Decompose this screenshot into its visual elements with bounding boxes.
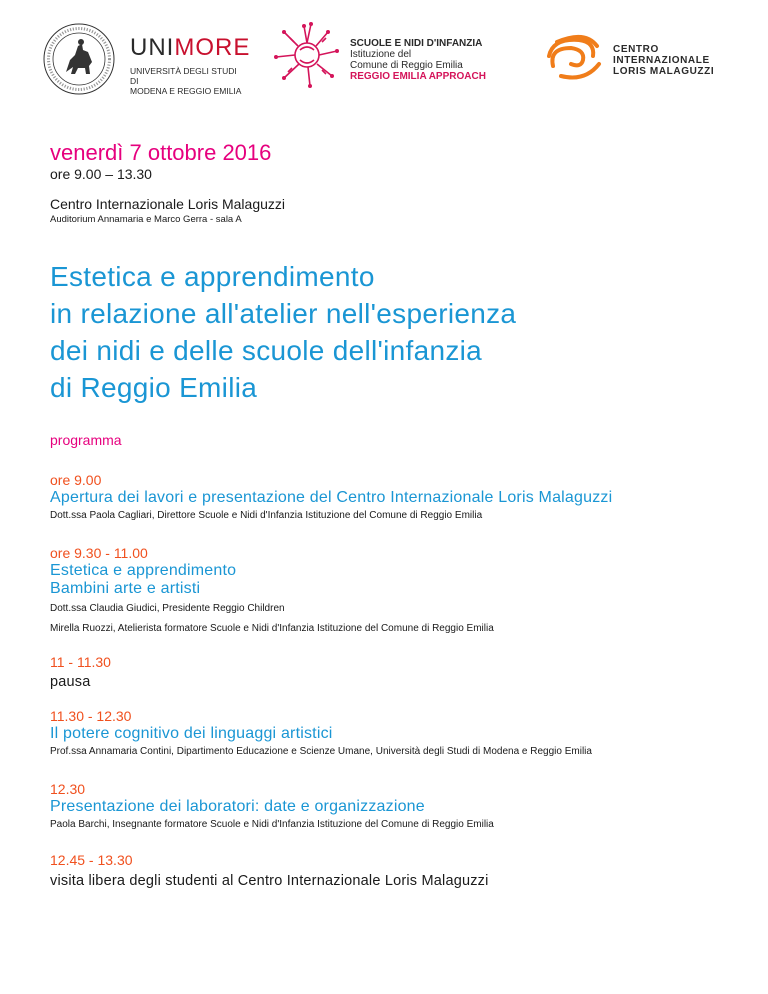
program-item-heading: Estetica e apprendimento: [50, 562, 237, 579]
unimore-wordmark: UNIMORE: [130, 34, 251, 61]
program-item-time: ore 9.00: [50, 472, 102, 488]
event-title: [50, 258, 516, 406]
title-line: in relazione all'atelier nell'esperienza: [50, 298, 517, 329]
program-item: [50, 708, 750, 761]
scuole-nidi-logo: [270, 18, 510, 98]
program-item-time: 11.30 - 12.30: [50, 708, 132, 724]
program-item-heading: pausa: [50, 674, 91, 690]
program-item-heading: visita libera degli studenti al Centro Internazionale Loris Malaguzzi: [50, 873, 489, 889]
unimore-subtitle: UNIVERSITÀ DEGLI STUDI DI MODENA E REGGIO EMILIA: [130, 66, 242, 96]
program-item: [50, 545, 750, 638]
centro-malaguzzi-text: CENTRO INTERNAZIONALE LORIS MALAGUZZI: [613, 44, 715, 77]
sunflower-logo-icon: [270, 18, 344, 92]
orange-swirl-icon: [545, 32, 603, 82]
programma-label: programma: [50, 432, 122, 448]
header-logos: [0, 0, 768, 110]
scuole-nidi-text: SCUOLE E NIDI D'INFANZIA Istituzione del Comune di Reggio Emilia REGGIO EMILIA APPROACH: [350, 38, 486, 82]
program-item-heading: Presentazione dei laboratori: date e organizzazione: [50, 798, 425, 815]
university-seal-icon: [42, 22, 116, 96]
event-date: venerdì 7 ottobre 2016: [50, 140, 272, 165]
event-place-room: Auditorium Annamaria e Marco Gerra - sala A: [50, 214, 242, 225]
program-item-speaker: Dott.ssa Claudia Giudici, Presidente Reggio Children: [50, 603, 285, 614]
program-item: [50, 852, 750, 890]
title-line: dei nidi e delle scuole dell'infanzia: [50, 335, 483, 366]
event-place: Centro Internazionale Loris Malaguzzi: [50, 196, 286, 212]
program-item-heading: Bambini arte e artisti: [50, 580, 201, 597]
event-time: ore 9.00 – 13.30: [50, 166, 152, 182]
program-item-heading: Il potere cognitivo dei linguaggi artistici: [50, 725, 333, 742]
program-item: [50, 781, 750, 834]
title-line: di Reggio Emilia: [50, 372, 258, 403]
program-item-speaker: Dott.ssa Paola Cagliari, Direttore Scuole e Nidi d'Infanzia Istituzione del Comune di Reggio Emilia: [50, 510, 483, 521]
unimore-logo: [42, 22, 251, 96]
program-item-time: 11 - 11.30: [50, 654, 111, 670]
program-item: [50, 472, 750, 525]
program-item-speaker: Prof.ssa Annamaria Contini, Dipartimento Educazione e Scienze Umane, Università degli Studi di Modena e Reggio Emilia: [50, 746, 592, 757]
program-item-speaker: Mirella Ruozzi, Atelierista formatore Scuole e Nidi d'Infanzia Istituzione del Comune di Reggio Emilia: [50, 623, 494, 634]
program-item-speaker: Paola Barchi, Insegnante formatore Scuole e Nidi d'Infanzia Istituzione del Comune di Reggio Emilia: [50, 819, 494, 830]
centro-malaguzzi-logo: [545, 32, 745, 82]
program-item: [50, 654, 750, 691]
program-item-time: ore 9.30 - 11.00: [50, 545, 148, 561]
program-item-heading: Apertura dei lavori e presentazione del Centro Internazionale Loris Malaguzzi: [50, 489, 613, 506]
program-item-time: 12.30: [50, 781, 86, 797]
title-line: Estetica e apprendimento: [50, 261, 375, 292]
program-item-time: 12.45 - 13.30: [50, 852, 133, 868]
